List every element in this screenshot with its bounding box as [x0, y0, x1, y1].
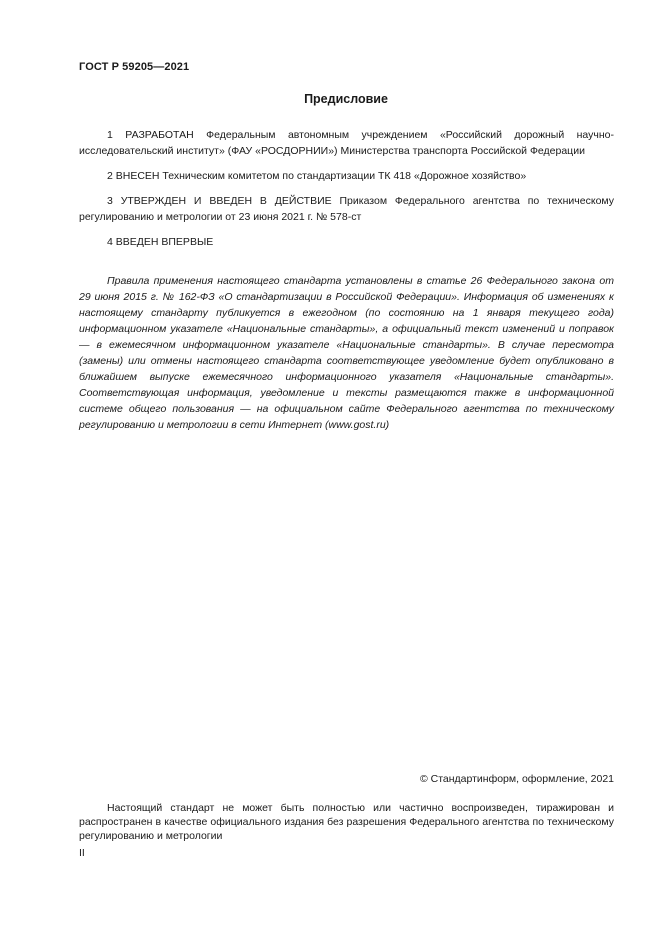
- preface-item-2: 2 ВНЕСЕН Техническим комитетом по стандартизации ТК 418 «Дорожное хозяйство»: [107, 170, 527, 182]
- page-number: II: [79, 847, 85, 859]
- preface-item-4: 4 ВВЕДЕН ВПЕРВЫЕ: [107, 236, 214, 248]
- copyright-line: © Стандартинформ, оформление, 2021: [419, 773, 614, 785]
- preface-item-3: 3 УТВЕРЖДЕН И ВВЕДЕН В ДЕЙСТВИЕ Приказом Федерального агентства по техническому регулированию и метрологии от 23 июня 2021 г. № 578-ст: [79, 195, 614, 223]
- page-title: Предисловие: [304, 92, 388, 106]
- standard-usage-notice: Правила применения настоящего стандарта установлены в статье 26 Федерального закона от 29 июня 2015 г. № 162-ФЗ «О стандартизации в Российской Федерации». Информация об изменениях к настоящему стандарту публикуется в ежегодном (по состоянию на 1 января текущего года) информационном указателе «Национальные стандарты», а официальный текст изменений и поправок — в ежемесячном информационном указателе «Национальные стандарты». В случае пересмотра (замены) или отмены настоящего стандарта соответствующее уведомление будет опубликовано в ближайшем выпуске ежемесячного информационного указателя «Национальные стандарты». Соответствующая информация, уведомление и тексты размещаются также в информационной системе общего пользования — на официальном сайте Федерального агентства по техническому регулированию и метрологии в сети Интернет (www.gost.ru): [79, 275, 614, 431]
- reproduction-notice: Настоящий стандарт не может быть полностью или частично воспроизведен, тиражирован и распространен в качестве официального издания без разрешения Федерального агентства по техническому регулированию и метрологии: [79, 802, 614, 842]
- document-code: ГОСТ Р 59205—2021: [79, 61, 190, 73]
- preface-item-1: 1 РАЗРАБОТАН Федеральным автономным учреждением «Российский дорожный научно-исследовательский институт» (ФАУ «РОСДОРНИИ») Министерства транспорта Российской Федерации: [79, 129, 614, 157]
